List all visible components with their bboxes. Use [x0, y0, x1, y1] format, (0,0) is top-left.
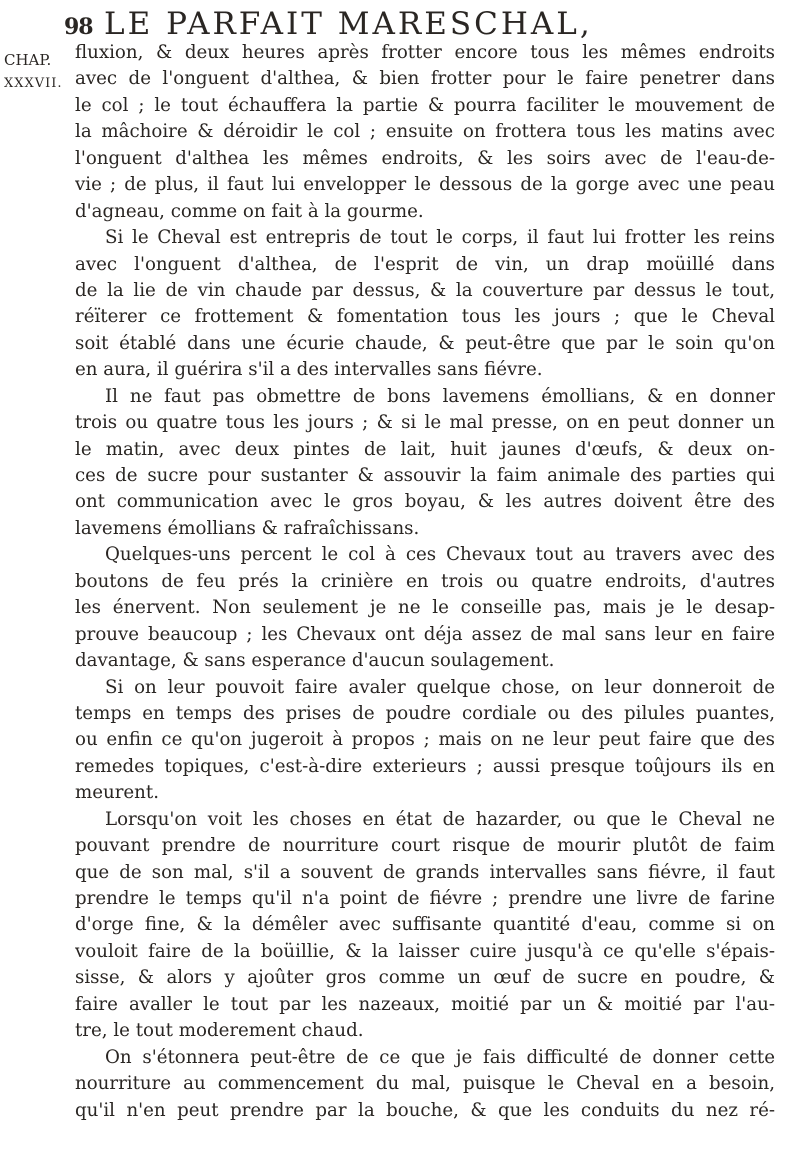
text-line: meurent. — [75, 782, 159, 804]
text-line: l'onguent d'althea les mêmes endroits, & les soirs avec de l'eau-de- — [75, 147, 775, 169]
chapter-label: CHAP. — [4, 51, 52, 69]
text-line: trois ou quatre tous les jours ; & si le mal presse, on en peut donner un — [75, 412, 775, 434]
text-line: la mâchoire & déroidir le col ; ensuite on frottera tous les matins avec — [75, 121, 775, 143]
text-line: prendre le temps qu'il n'a point de fiévre ; prendre une livre de farine — [75, 888, 775, 909]
text-line: ou enfin ce qu'on jugeroit à propos ; mais on ne leur peut faire que des — [75, 729, 775, 751]
text-line: nourriture au commencement du mal, puisque le Cheval en a besoin, — [75, 1073, 775, 1095]
text-line: faire avaller le tout par les nazeaux, moitié par un & moitié par l'au- — [75, 993, 775, 1015]
text-line: avec l'onguent d'althea, de l'esprit de vin, un drap moüillé dans — [75, 253, 775, 275]
text-line: Lorsqu'on voit les choses en état de hazarder, ou que le Cheval ne — [105, 808, 775, 830]
text-line: ont communication avec le gros boyau, & les autres doivent être des — [75, 491, 775, 513]
text-line: en aura, il guérira s'il a des intervalles sans fiévre. — [75, 359, 543, 381]
text-line: ces de sucre pour sustanter & assouvir la faim animale des parties qui — [75, 465, 775, 486]
text-line: vie ; de plus, il faut lui envelopper le dessous de la gorge avec une peau — [75, 174, 775, 196]
text-line: Il ne faut pas obmettre de bons lavemens émollians, & en donner — [105, 385, 775, 407]
text-line: les énervent. Non seulement je ne le conseille pas, mais je le desap- — [75, 597, 775, 619]
text-line: que de son mal, s'il a souvent de grands intervalles sans fiévre, il faut — [75, 861, 775, 883]
text-line: Quelques-uns percent le col à ces Chevaux tout au travers avec des — [105, 544, 775, 566]
text-line: le matin, avec deux pintes de lait, huit jaunes d'œufs, & deux on- — [75, 438, 775, 460]
chapter-number: XXXVII. — [4, 76, 63, 91]
text-line: remedes topiques, c'est-à-dire exterieurs ; aussi presque toûjours ils en — [75, 755, 775, 777]
text-line: sisse, & alors y ajoûter gros comme un œuf de sucre en poudre, & — [75, 967, 775, 989]
text-line: lavemens émollians & rafraîchissans. — [75, 517, 420, 539]
chapter-margin-note — [4, 49, 63, 95]
text-line: boutons de feu prés la crinière en trois ou quatre endroits, d'autres — [75, 570, 775, 592]
text-line: soit établé dans une écurie chaude, & peut-être que par le soin qu'on — [75, 332, 775, 354]
text-line: davantage, & sans esperance d'aucun soulagement. — [75, 650, 555, 672]
text-line: d'orge fine, & la démêler avec suffisante quantité d'eau, comme si on — [75, 914, 775, 936]
body-text — [75, 40, 775, 1124]
text-line: prouve beaucoup ; les Chevaux ont déja assez de mal sans leur en faire — [75, 623, 775, 645]
text-line: tre, le tout moderement chaud. — [75, 1020, 364, 1042]
text-line: temps en temps des prises de poudre cordiale ou des pilules puantes, — [75, 702, 775, 724]
text-line: d'agneau, comme on fait à la gourme. — [75, 200, 424, 222]
text-line: avec de l'onguent d'althea, & bien frotter pour le faire penetrer dans — [75, 68, 775, 90]
text-line: qu'il n'en peut prendre par la bouche, & que les conduits du nez ré- — [75, 1099, 775, 1121]
text-line: le col ; le tout échauffera la partie & pourra faciliter le mouvement de — [75, 94, 775, 116]
text-line: Si on leur pouvoit faire avaler quelque chose, on leur donneroit de — [105, 676, 775, 698]
text-line: On s'étonnera peut-être de ce que je fais difficulté de donner cette — [105, 1046, 775, 1068]
text-line: fluxion, & deux heures après frotter encore tous les mêmes endroits — [75, 42, 775, 63]
running-title: LE PARFAIT MARESCHAL, — [104, 6, 593, 42]
text-line: de la lie de vin chaude par dessus, & la couverture par dessus le tout, — [75, 279, 775, 301]
text-line: vouloit faire de la boüillie, & la laisser cuire jusqu'à ce qu'elle s'épais- — [75, 940, 775, 962]
text-line: réïterer ce frottement & fomentation tous les jours ; que le Cheval — [75, 306, 775, 328]
text-line: Si le Cheval est entrepris de tout le corps, il faut lui frotter les reins — [105, 227, 775, 249]
text-line: pouvant prendre de nourriture court risque de mourir plutôt de faim — [75, 835, 775, 857]
page-number: 98 — [64, 14, 93, 40]
